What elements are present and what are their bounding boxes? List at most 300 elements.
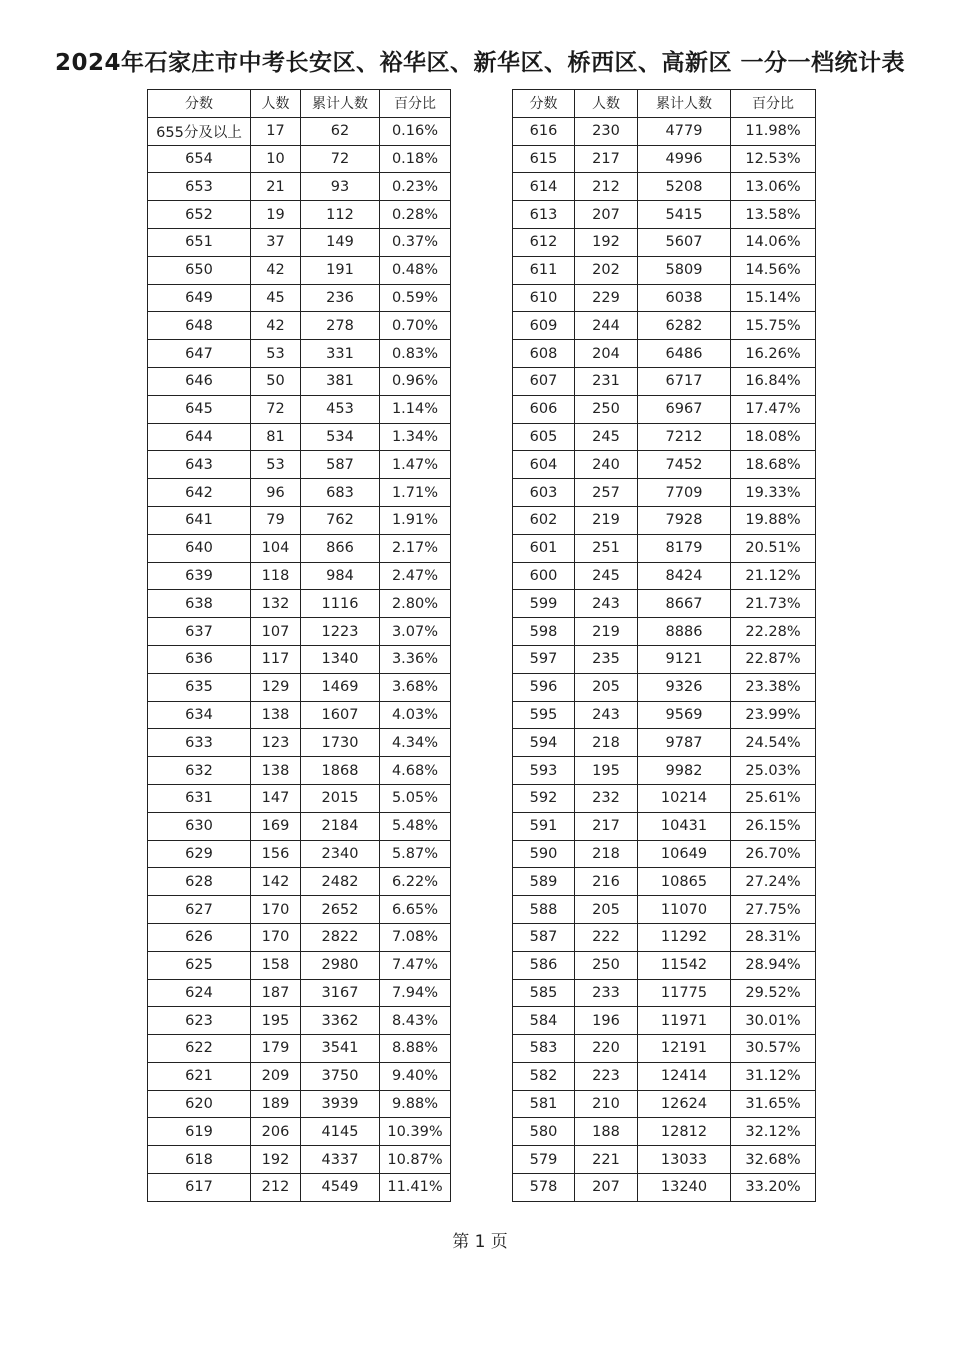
- cell-score: 634: [148, 701, 251, 729]
- cell-percent: 9.88%: [380, 1090, 451, 1118]
- table-row: [148, 284, 451, 312]
- table-row: [513, 534, 816, 562]
- score-table-right: [512, 89, 816, 1202]
- cell-score: 627: [148, 896, 251, 924]
- cell-percent: 27.75%: [731, 896, 816, 924]
- cell-cumulative: 8179: [638, 534, 731, 562]
- table-row: [148, 145, 451, 173]
- table-row: [513, 173, 816, 201]
- cell-percent: 17.47%: [731, 395, 816, 423]
- cell-count: 10: [251, 145, 301, 173]
- cell-score: 630: [148, 812, 251, 840]
- cell-count: 117: [251, 645, 301, 673]
- cell-percent: 16.84%: [731, 367, 816, 395]
- cell-cumulative: 8886: [638, 618, 731, 646]
- table-row: [148, 673, 451, 701]
- cell-score: 640: [148, 534, 251, 562]
- table-header-row: [148, 90, 451, 118]
- table-row: [513, 1062, 816, 1090]
- cell-cumulative: 4779: [638, 117, 731, 145]
- cell-count: 189: [251, 1090, 301, 1118]
- cell-count: 229: [575, 284, 638, 312]
- cell-cumulative: 2340: [301, 840, 380, 868]
- table-row: [148, 868, 451, 896]
- table-row: [148, 173, 451, 201]
- cell-count: 240: [575, 451, 638, 479]
- cell-score: 588: [513, 896, 575, 924]
- table-row: [148, 784, 451, 812]
- cell-percent: 0.96%: [380, 367, 451, 395]
- cell-score: 580: [513, 1118, 575, 1146]
- cell-score: 610: [513, 284, 575, 312]
- cell-count: 123: [251, 729, 301, 757]
- cell-count: 196: [575, 1007, 638, 1035]
- cell-cumulative: 1116: [301, 590, 380, 618]
- cell-count: 138: [251, 757, 301, 785]
- cell-count: 218: [575, 729, 638, 757]
- table-row: [513, 757, 816, 785]
- cell-count: 243: [575, 701, 638, 729]
- cell-score: 632: [148, 757, 251, 785]
- table-row: [148, 840, 451, 868]
- cell-score: 621: [148, 1062, 251, 1090]
- cell-score: 645: [148, 395, 251, 423]
- cell-count: 187: [251, 979, 301, 1007]
- cell-score: 652: [148, 201, 251, 229]
- table-row: [148, 923, 451, 951]
- cell-score: 611: [513, 256, 575, 284]
- cell-cumulative: 7212: [638, 423, 731, 451]
- cell-count: 37: [251, 228, 301, 256]
- cell-cumulative: 762: [301, 506, 380, 534]
- cell-cumulative: 12191: [638, 1035, 731, 1063]
- cell-cumulative: 4996: [638, 145, 731, 173]
- cell-score: 591: [513, 812, 575, 840]
- cell-score: 587: [513, 923, 575, 951]
- cell-percent: 16.26%: [731, 340, 816, 368]
- cell-count: 169: [251, 812, 301, 840]
- cell-cumulative: 453: [301, 395, 380, 423]
- table-row: [148, 729, 451, 757]
- cell-cumulative: 13240: [638, 1174, 731, 1202]
- cell-cumulative: 10214: [638, 784, 731, 812]
- cell-percent: 24.54%: [731, 729, 816, 757]
- cell-cumulative: 2822: [301, 923, 380, 951]
- table-row: [513, 117, 816, 145]
- cell-percent: 8.43%: [380, 1007, 451, 1035]
- table-row: [513, 1007, 816, 1035]
- table-row: [148, 256, 451, 284]
- cell-count: 218: [575, 840, 638, 868]
- cell-score: 593: [513, 757, 575, 785]
- cell-count: 209: [251, 1062, 301, 1090]
- cell-percent: 19.33%: [731, 479, 816, 507]
- page-number: 第 1 页: [452, 1232, 508, 1252]
- cell-score: 578: [513, 1174, 575, 1202]
- cell-score: 622: [148, 1035, 251, 1063]
- cell-score: 635: [148, 673, 251, 701]
- table-row: [148, 951, 451, 979]
- cell-percent: 1.91%: [380, 506, 451, 534]
- header-count: 人数: [575, 90, 638, 118]
- table-row: [513, 812, 816, 840]
- score-table-left: [147, 89, 451, 1202]
- cell-score: 585: [513, 979, 575, 1007]
- cell-score: 647: [148, 340, 251, 368]
- table-row: [148, 228, 451, 256]
- cell-cumulative: 1607: [301, 701, 380, 729]
- cell-count: 212: [575, 173, 638, 201]
- cell-cumulative: 2652: [301, 896, 380, 924]
- cell-count: 222: [575, 923, 638, 951]
- cell-score: 625: [148, 951, 251, 979]
- cell-cumulative: 9326: [638, 673, 731, 701]
- table-row: [513, 979, 816, 1007]
- cell-score: 633: [148, 729, 251, 757]
- cell-score: 637: [148, 618, 251, 646]
- cell-cumulative: 683: [301, 479, 380, 507]
- cell-count: 251: [575, 534, 638, 562]
- cell-percent: 13.58%: [731, 201, 816, 229]
- cell-count: 179: [251, 1035, 301, 1063]
- table-row: [148, 451, 451, 479]
- table-row: [148, 117, 451, 145]
- cell-cumulative: 1340: [301, 645, 380, 673]
- cell-count: 204: [575, 340, 638, 368]
- cell-count: 244: [575, 312, 638, 340]
- cell-percent: 13.06%: [731, 173, 816, 201]
- cell-percent: 22.87%: [731, 645, 816, 673]
- cell-count: 217: [575, 145, 638, 173]
- cell-cumulative: 72: [301, 145, 380, 173]
- cell-percent: 23.99%: [731, 701, 816, 729]
- table-row: [148, 312, 451, 340]
- cell-count: 230: [575, 117, 638, 145]
- cell-score: 644: [148, 423, 251, 451]
- cell-percent: 11.41%: [380, 1174, 451, 1202]
- cell-cumulative: 7928: [638, 506, 731, 534]
- cell-cumulative: 11971: [638, 1007, 731, 1035]
- cell-score: 654: [148, 145, 251, 173]
- cell-percent: 33.20%: [731, 1174, 816, 1202]
- table-row: [513, 562, 816, 590]
- cell-count: 202: [575, 256, 638, 284]
- table-row: [513, 618, 816, 646]
- cell-cumulative: 11775: [638, 979, 731, 1007]
- cell-count: 42: [251, 312, 301, 340]
- cell-score: 614: [513, 173, 575, 201]
- cell-count: 188: [575, 1118, 638, 1146]
- table-row: [513, 701, 816, 729]
- cell-count: 207: [575, 1174, 638, 1202]
- cell-percent: 4.68%: [380, 757, 451, 785]
- cell-percent: 27.24%: [731, 868, 816, 896]
- header-score: 分数: [148, 90, 251, 118]
- cell-cumulative: 5208: [638, 173, 731, 201]
- document-title: 2024年石家庄市中考长安区、裕华区、新华区、桥西区、高新区 一分一档统计表: [54, 50, 906, 76]
- cell-score: 651: [148, 228, 251, 256]
- cell-count: 132: [251, 590, 301, 618]
- table-row: [148, 479, 451, 507]
- table-row: [513, 1090, 816, 1118]
- table-row: [148, 979, 451, 1007]
- table-row: [513, 145, 816, 173]
- cell-percent: 32.12%: [731, 1118, 816, 1146]
- cell-percent: 4.34%: [380, 729, 451, 757]
- cell-count: 45: [251, 284, 301, 312]
- cell-score: 616: [513, 117, 575, 145]
- cell-cumulative: 12812: [638, 1118, 731, 1146]
- cell-count: 205: [575, 673, 638, 701]
- table-row: [513, 840, 816, 868]
- table-row: [513, 868, 816, 896]
- table-row: [513, 923, 816, 951]
- table-row: [148, 1090, 451, 1118]
- cell-cumulative: 8424: [638, 562, 731, 590]
- cell-count: 231: [575, 367, 638, 395]
- header-percent: 百分比: [731, 90, 816, 118]
- cell-count: 235: [575, 645, 638, 673]
- cell-percent: 28.31%: [731, 923, 816, 951]
- cell-score: 584: [513, 1007, 575, 1035]
- cell-score: 615: [513, 145, 575, 173]
- cell-count: 104: [251, 534, 301, 562]
- cell-percent: 6.22%: [380, 868, 451, 896]
- cell-score: 583: [513, 1035, 575, 1063]
- cell-percent: 6.65%: [380, 896, 451, 924]
- cell-score: 612: [513, 228, 575, 256]
- cell-count: 219: [575, 618, 638, 646]
- cell-cumulative: 12624: [638, 1090, 731, 1118]
- cell-count: 216: [575, 868, 638, 896]
- cell-percent: 23.38%: [731, 673, 816, 701]
- cell-count: 158: [251, 951, 301, 979]
- cell-score: 599: [513, 590, 575, 618]
- cell-percent: 4.03%: [380, 701, 451, 729]
- cell-count: 170: [251, 923, 301, 951]
- cell-cumulative: 4337: [301, 1146, 380, 1174]
- cell-percent: 0.48%: [380, 256, 451, 284]
- cell-count: 192: [251, 1146, 301, 1174]
- cell-score: 642: [148, 479, 251, 507]
- cell-percent: 14.06%: [731, 228, 816, 256]
- score-table-right-body: [513, 117, 816, 1201]
- table-row: [148, 423, 451, 451]
- cell-cumulative: 6717: [638, 367, 731, 395]
- cell-count: 96: [251, 479, 301, 507]
- table-row: [513, 1118, 816, 1146]
- table-row: [513, 228, 816, 256]
- cell-cumulative: 278: [301, 312, 380, 340]
- cell-score: 598: [513, 618, 575, 646]
- cell-percent: 7.08%: [380, 923, 451, 951]
- cell-cumulative: 2980: [301, 951, 380, 979]
- table-row: [148, 1035, 451, 1063]
- cell-percent: 21.73%: [731, 590, 816, 618]
- cell-percent: 26.70%: [731, 840, 816, 868]
- table-row: [513, 951, 816, 979]
- cell-score: 604: [513, 451, 575, 479]
- cell-percent: 25.03%: [731, 757, 816, 785]
- table-row: [513, 729, 816, 757]
- cell-percent: 22.28%: [731, 618, 816, 646]
- cell-cumulative: 6967: [638, 395, 731, 423]
- cell-count: 217: [575, 812, 638, 840]
- cell-percent: 20.51%: [731, 534, 816, 562]
- cell-count: 221: [575, 1146, 638, 1174]
- cell-cumulative: 11070: [638, 896, 731, 924]
- cell-cumulative: 381: [301, 367, 380, 395]
- cell-cumulative: 3939: [301, 1090, 380, 1118]
- cell-cumulative: 7452: [638, 451, 731, 479]
- cell-score: 649: [148, 284, 251, 312]
- table-row: [148, 1062, 451, 1090]
- table-row: [148, 395, 451, 423]
- cell-score: 624: [148, 979, 251, 1007]
- cell-count: 107: [251, 618, 301, 646]
- cell-count: 81: [251, 423, 301, 451]
- cell-score: 617: [148, 1174, 251, 1202]
- cell-cumulative: 534: [301, 423, 380, 451]
- cell-cumulative: 1868: [301, 757, 380, 785]
- score-table-left-body: [148, 117, 451, 1201]
- cell-score: 602: [513, 506, 575, 534]
- header-count: 人数: [251, 90, 301, 118]
- cell-count: 53: [251, 340, 301, 368]
- cell-percent: 2.17%: [380, 534, 451, 562]
- cell-count: 232: [575, 784, 638, 812]
- cell-count: 138: [251, 701, 301, 729]
- cell-score: 600: [513, 562, 575, 590]
- cell-count: 257: [575, 479, 638, 507]
- cell-score: 638: [148, 590, 251, 618]
- cell-count: 19: [251, 201, 301, 229]
- cell-cumulative: 4145: [301, 1118, 380, 1146]
- cell-percent: 0.23%: [380, 173, 451, 201]
- table-row: [513, 645, 816, 673]
- table-row: [513, 896, 816, 924]
- cell-score: 601: [513, 534, 575, 562]
- cell-cumulative: 191: [301, 256, 380, 284]
- cell-percent: 28.94%: [731, 951, 816, 979]
- cell-score: 586: [513, 951, 575, 979]
- cell-percent: 2.80%: [380, 590, 451, 618]
- cell-percent: 15.75%: [731, 312, 816, 340]
- cell-score: 626: [148, 923, 251, 951]
- cell-count: 207: [575, 201, 638, 229]
- cell-percent: 15.14%: [731, 284, 816, 312]
- cell-percent: 25.61%: [731, 784, 816, 812]
- table-row: [513, 1035, 816, 1063]
- cell-score: 590: [513, 840, 575, 868]
- cell-score: 609: [513, 312, 575, 340]
- cell-score: 619: [148, 1118, 251, 1146]
- cell-cumulative: 4549: [301, 1174, 380, 1202]
- header-cumulative: 累计人数: [638, 90, 731, 118]
- cell-score: 592: [513, 784, 575, 812]
- cell-count: 17: [251, 117, 301, 145]
- cell-cumulative: 9569: [638, 701, 731, 729]
- cell-percent: 1.34%: [380, 423, 451, 451]
- cell-score: 605: [513, 423, 575, 451]
- cell-score: 613: [513, 201, 575, 229]
- cell-percent: 0.18%: [380, 145, 451, 173]
- cell-cumulative: 3167: [301, 979, 380, 1007]
- cell-score: 631: [148, 784, 251, 812]
- table-header-row: [513, 90, 816, 118]
- table-row: [148, 1118, 451, 1146]
- cell-cumulative: 587: [301, 451, 380, 479]
- cell-percent: 29.52%: [731, 979, 816, 1007]
- cell-percent: 1.14%: [380, 395, 451, 423]
- cell-cumulative: 3541: [301, 1035, 380, 1063]
- cell-percent: 30.57%: [731, 1035, 816, 1063]
- cell-score: 606: [513, 395, 575, 423]
- cell-score: 618: [148, 1146, 251, 1174]
- table-row: [513, 367, 816, 395]
- cell-score: 620: [148, 1090, 251, 1118]
- table-row: [148, 340, 451, 368]
- cell-percent: 0.70%: [380, 312, 451, 340]
- cell-percent: 1.71%: [380, 479, 451, 507]
- table-row: [148, 1007, 451, 1035]
- cell-count: 210: [575, 1090, 638, 1118]
- cell-score: 595: [513, 701, 575, 729]
- table-row: [513, 312, 816, 340]
- cell-percent: 12.53%: [731, 145, 816, 173]
- table-row: [148, 618, 451, 646]
- cell-percent: 8.88%: [380, 1035, 451, 1063]
- cell-count: 129: [251, 673, 301, 701]
- table-row: [513, 423, 816, 451]
- cell-count: 212: [251, 1174, 301, 1202]
- cell-cumulative: 62: [301, 117, 380, 145]
- cell-percent: 2.47%: [380, 562, 451, 590]
- cell-percent: 7.47%: [380, 951, 451, 979]
- table-row: [513, 284, 816, 312]
- cell-count: 72: [251, 395, 301, 423]
- cell-score: 655分及以上: [148, 117, 251, 145]
- header-score: 分数: [513, 90, 575, 118]
- cell-count: 233: [575, 979, 638, 1007]
- table-row: [148, 201, 451, 229]
- cell-cumulative: 112: [301, 201, 380, 229]
- cell-cumulative: 11542: [638, 951, 731, 979]
- cell-percent: 0.83%: [380, 340, 451, 368]
- cell-cumulative: 5607: [638, 228, 731, 256]
- cell-percent: 5.87%: [380, 840, 451, 868]
- cell-score: 607: [513, 367, 575, 395]
- table-row: [513, 1146, 816, 1174]
- table-row: [148, 757, 451, 785]
- cell-cumulative: 6486: [638, 340, 731, 368]
- cell-count: 250: [575, 951, 638, 979]
- table-row: [513, 256, 816, 284]
- cell-score: 650: [148, 256, 251, 284]
- cell-score: 596: [513, 673, 575, 701]
- cell-percent: 0.16%: [380, 117, 451, 145]
- table-row: [148, 562, 451, 590]
- table-row: [148, 590, 451, 618]
- table-row: [513, 479, 816, 507]
- cell-score: 648: [148, 312, 251, 340]
- cell-count: 245: [575, 423, 638, 451]
- table-row: [513, 673, 816, 701]
- cell-count: 195: [575, 757, 638, 785]
- cell-percent: 18.68%: [731, 451, 816, 479]
- cell-count: 220: [575, 1035, 638, 1063]
- cell-score: 628: [148, 868, 251, 896]
